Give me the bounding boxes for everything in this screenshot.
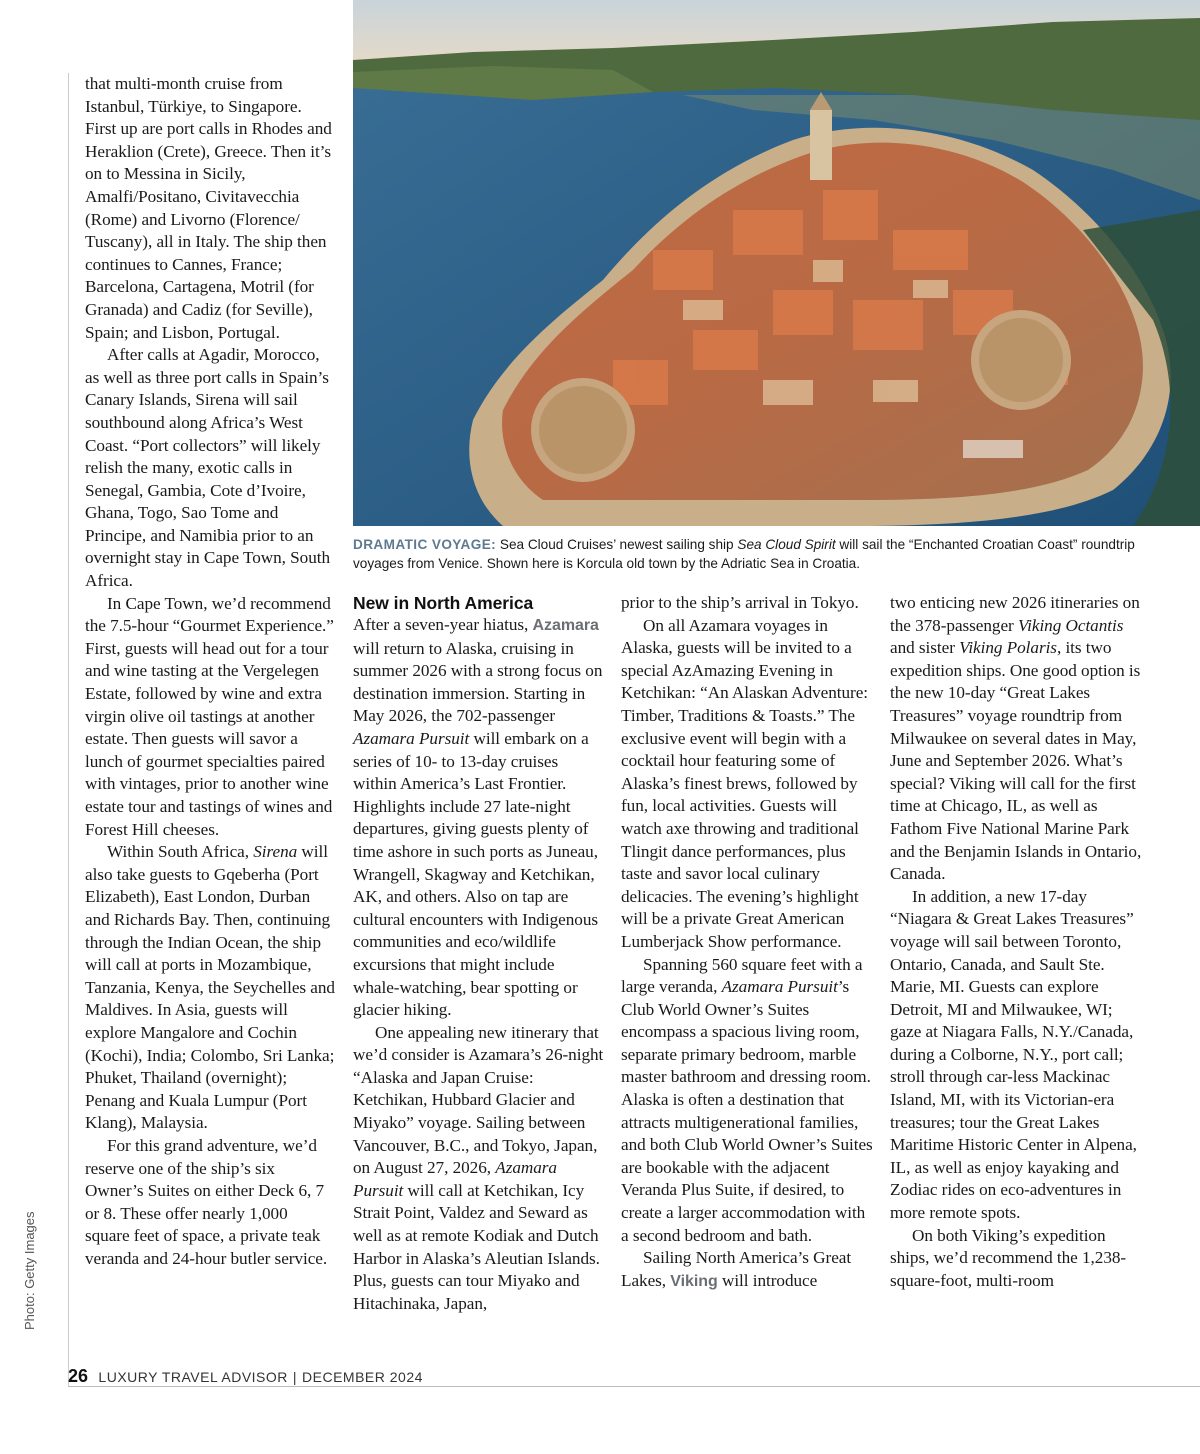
caption-text-2: will sail the “Enchanted Croatian Coast” roundtrip voyages from Venice. Shown here is Korcula old town by the Adriatic Sea in Croatia. — [353, 537, 1135, 571]
publication-name: LUXURY TRAVEL ADVISOR — [98, 1369, 288, 1385]
section-heading: New in North America — [353, 593, 534, 613]
paragraph: On both Viking’s expedition ships, we’d recommend the 1,238-square-foot, multi-room — [890, 1225, 1127, 1290]
aerial-photo-korcula-icon — [353, 0, 1200, 526]
paragraph: For this grand adventure, we’d reserve one of the ship’s six Owner’s Suites on either Deck 6, 7 or 8. These offer nearly 1,000 square feet of space, a private teak veranda and 24-hour butler service. — [85, 1135, 328, 1268]
issue-date: DECEMBER 2024 — [302, 1369, 423, 1385]
paragraph: In addition, a new 17-day “Niagara & Great Lakes Treasures” voyage will sail between Toronto, Ontario, Canada, and Sault Ste. Marie, MI. Guests can explore Detroit, MI and Milwaukee, WI; gaze at Niagara Falls, N.Y./Canada, during a Colborne, N.Y., port call; stroll through car-less Mackinac Island, MI, with its Victorian-era treasures; tour the Great Lakes Maritime Historic Center in Alpena, IL, as well as enjoy kayaking and Zodiac rides on eco-adventures in more remote spots. — [890, 886, 1137, 1223]
text: and sister — [890, 638, 960, 658]
paragraph: that multi-month cruise from Istanbul, Türkiye, to Singapore. First up are port calls in Rhodes and Heraklion (Crete), Greece. Then it’s on to Messina in Sicily, Amalfi/Positano, Civitavecchia (Rome) and Livorno (Florence/ Tuscany), all in Italy. The ship then continues to Cannes, France; Barcelona, Cartagena, Motril (for Granada) and Cadiz (for Seville), Spain; and Lisbon, Portugal. — [85, 74, 332, 342]
caption-text: Sea Cloud Cruises’ newest sailing ship — [496, 537, 738, 552]
text: two enticing new 2026 itineraries on the 378-passenger — [890, 593, 1140, 635]
article-column-4 — [890, 592, 1142, 1292]
footer-separator: | — [292, 1369, 298, 1385]
ship-name: Azamara Pursuit — [353, 728, 470, 748]
text: will also take guests to Gqeberha (Port Elizabeth), East London, Durban and Richards Bay. Then, continuing through the Indian Ocean, the ship will call at ports in Mozambique, Tanzania, Kenya, the Seychelles and Maldives. In Asia, guests will explore Mangalore and Cochin (Kochi), India; Colombo, Sri Lanka; Phuket, Thailand (overnight); Penang and Kuala Lumpur (Port Klang), Malaysia. — [85, 842, 335, 1133]
text: ’s Club World Owner’s Suites encompass a spacious living room, separate primary bedroom, marble master bathroom and dressing room. Alaska is often a destination that attracts multigenerational families, and both Club World Owner’s Suites are bookable with the adjacent Veranda Plus Suite, if desired, to create a larger accommodation with a second bedroom and bath. — [621, 977, 873, 1245]
photo-caption — [353, 535, 1173, 573]
brand-azamara: Azamara — [532, 617, 599, 634]
page-footer — [68, 1366, 423, 1387]
paragraph: On all Azamara voyages in Alaska, guests will be invited to a special AzAmazing Evening in Ketchikan: “An Alaskan Adventure: Timber, Traditions & Toasts.” The exclusive event will begin with a cocktail hour featuring some of Alaska’s finest brews, followed by fun, local activities. Guests will watch axe throwing and traditional Tlingit dance performances, plus taste and savor local culinary delicacies. The evening’s highlight will be a private Great American Lumberjack Show performance. — [621, 615, 869, 951]
ship-name: Viking Octantis — [1017, 615, 1124, 635]
text: Spanning 560 square feet with a large veranda, — [621, 954, 863, 997]
paragraph — [890, 592, 1142, 886]
article-column-3 — [621, 592, 873, 1293]
brand-viking: Viking — [670, 1272, 718, 1290]
page-number: 26 — [68, 1366, 89, 1386]
paragraph: prior to the ship’s arrival in Tokyo. — [621, 593, 859, 612]
text: After a seven-year hiatus, — [353, 615, 533, 634]
text: will embark on a series of 10- to 13-day cruises within America’s Last Frontier. Highlights include 27 late-night departures, giving guests plenty of time ashore in such ports as Juneau, Wrangell, Skagway and Ketchikan, AK, and others. Also on tap are cultural encounters with Indigenous communities and eco/wildlife excursions that might include whale-watching, bear spotting or glacier hiking. — [353, 728, 599, 1020]
paragraph — [621, 954, 873, 1248]
paragraph — [621, 1247, 873, 1293]
text: will call at Ketchikan, Icy Strait Point, Valdez and Seward as well as at remote Kodiak and Dutch Harbor in Alaska’s Aleutian Islands. Plus, guests can tour Miyako and Hitachinaka, Japan, — [353, 1180, 600, 1313]
text: Sailing North America’s Great Lakes, — [621, 1248, 852, 1290]
caption-ship: Sea Cloud Spirit — [737, 537, 836, 552]
text: , its two expedition ships. One good option is the new 10-day “Great Lakes Treasures” voyage roundtrip from Milwaukee on several dates in May, June and September 2026. What’s special? Viking will call for the first time at Chicago, IL, as well as Fathom Five National Marine Park and the Benjamin Islands in Ontario, Canada. — [890, 638, 1142, 884]
text: will return to Alaska, cruising in summer 2026 with a strong focus on destination immersion. Starting in May 2026, the 702-passenger — [353, 638, 603, 726]
paragraph — [85, 841, 335, 1135]
photo-credit: Photo: Getty Images — [22, 1211, 37, 1330]
paragraph — [353, 614, 605, 1022]
text: One appealing new itinerary that we’d consider is Azamara’s 26-night “Alaska and Japan Cruise: Ketchikan, Hubbard Glacier and Miyako” voyage. Sailing between Vancouver, B.C., and Tokyo, Japan, on August 27, 2026, — [353, 1022, 604, 1178]
caption-lead: DRAMATIC VOYAGE: — [353, 537, 497, 552]
column-divider — [68, 73, 69, 1386]
ship-name: Azamara Pursuit — [353, 1158, 557, 1200]
text: will introduce — [717, 1270, 818, 1290]
article-column-1 — [85, 73, 335, 1270]
paragraph — [353, 1022, 605, 1316]
paragraph: In Cape Town, we’d recommend the 7.5-hour “Gourmet Experience.” First, guests will head out for a tour and wine tasting at the Vergelegen Estate, followed by wine and extra virgin olive oil tastings at another estate. Then guests will savor a lunch of gourmet specialties paired with vintages, prior to another wine estate tour and tastings of wines and Forest Hill cheeses. — [85, 593, 334, 839]
ship-name: Azamara Pursuit — [721, 977, 838, 997]
article-column-2 — [353, 592, 605, 1315]
paragraph: After calls at Agadir, Morocco, as well as three port calls in Spain’s Canary Islands, Sirena will sail southbound along Africa’s West Coast. “Port collectors” will likely relish the many, exotic calls in Senegal, Gambia, Cote d’Ivoire, Ghana, Togo, Sao Tome and Principe, and Namibia prior to an overnight stay in Cape Town, South Africa. — [85, 345, 331, 591]
text: Within South Africa, — [107, 842, 254, 862]
ship-name: Viking Polaris — [959, 638, 1057, 658]
ship-name: Sirena — [253, 842, 298, 862]
aerial-photo — [353, 0, 1200, 526]
